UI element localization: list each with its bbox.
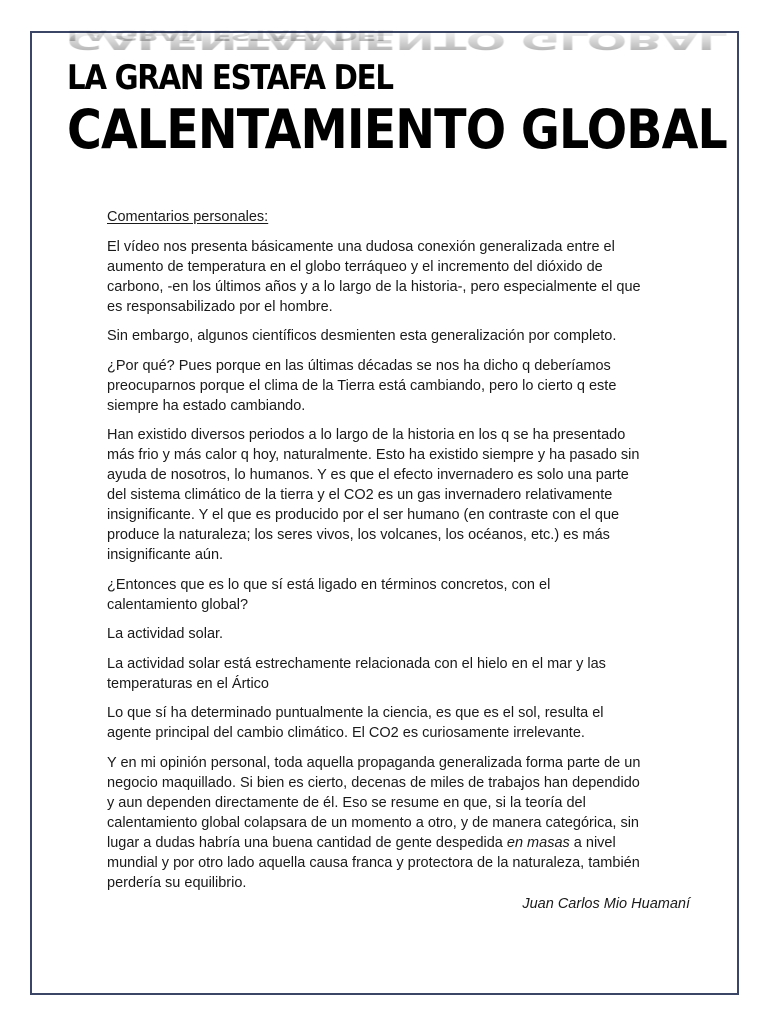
text-line: es responsabilizado por el hombre.: [107, 298, 333, 315]
author-signature: Juan Carlos Mio Huamaní: [522, 896, 690, 912]
text-line: perdería su equilibrio.: [107, 874, 247, 891]
paragraph-3: [107, 356, 667, 416]
text-line: calentamiento global colapsara de un momento a otro, y de manera categórica, sin: [107, 814, 639, 831]
text-line: Sin embargo, algunos científicos desmienten esta generalización por completo.: [107, 328, 617, 344]
text-line: ayuda de nosotros, lo humanos. Y es que el efecto invernadero es solo una parte: [107, 467, 629, 483]
paragraph-4: [107, 425, 667, 565]
paragraph-1: [107, 237, 667, 317]
title-line-1: [67, 60, 635, 96]
text-line: produce la naturaleza; los seres vivos, los volcanes, los océanos, etc.) es más: [107, 527, 610, 543]
paragraph-7: [107, 654, 667, 694]
text-line: La actividad solar.: [107, 626, 224, 642]
paragraph-2: [107, 326, 667, 346]
text-line: y aun dependen directamente de él. Eso se resume en que, si la teoría del: [107, 794, 586, 811]
document-title: [67, 58, 727, 161]
paragraph-9: [107, 753, 667, 893]
text-line: Lo que sí ha determinado puntualmente la ciencia, es que es el sol, resulta el: [107, 705, 604, 721]
text-line: La actividad solar está estrechamente relacionada con el hielo en el mar y las: [107, 655, 606, 672]
text-line: más frio y más calor q hoy, naturalmente. Esto ha existido siempre y ha pasado sin: [107, 447, 640, 463]
text-line: Y en mi opinión personal, toda aquella propaganda generalizada forma parte de un: [107, 754, 641, 771]
italic-emphasis: en masas: [506, 834, 570, 851]
text-line: insignificante aún.: [107, 547, 224, 563]
title-line-2-text: CALENTAMIENTO GLOBAL CALENTAMIENTO GLOBAL: [67, 102, 727, 158]
text-line: El vídeo nos presenta básicamente una dudosa conexión generalizada entre el: [107, 238, 615, 255]
text-line: ¿Entonces que es lo que sí está ligado en términos concretos, con el: [107, 576, 551, 593]
text-line: lugar a dudas habría una buena cantidad de gente despedida: [107, 834, 507, 851]
text-line: ¿Por qué? Pues porque en las últimas décadas se nos ha dicho q deberíamos: [107, 357, 611, 374]
paragraph-6: [107, 624, 667, 644]
text-line: insignificante. Y el que es producido por el ser humano (en contraste con el que: [107, 507, 620, 523]
text-line: a nivel: [569, 834, 616, 851]
text-line: del sistema climático de la tierra y el CO2 es un gas invernadero relativamente: [107, 487, 613, 503]
text-line: siempre ha estado cambiando.: [107, 397, 306, 414]
text-line: mundial y por otro lado aquella causa franca y protectora de la naturaleza, también: [107, 854, 640, 871]
text-line: calentamiento global?: [107, 596, 249, 613]
text-line: temperaturas en el Ártico: [107, 675, 269, 692]
document-body: [107, 207, 667, 902]
title-line-2: [67, 98, 727, 161]
title-line-1-text: LA GRAN ESTAFA DEL LA GRAN ESTAFA DEL: [67, 60, 393, 96]
text-line: agente principal del cambio climático. El CO2 es curiosamente irrelevante.: [107, 725, 585, 741]
text-line: preocuparnos porque el clima de la Tierra está cambiando, pero lo cierto q este: [107, 377, 617, 394]
text-line: negocio maquillado. Si bien es cierto, decenas de miles de trabajos han dependido: [107, 774, 640, 791]
text-line: aumento de temperatura en el globo terráqueo y el incremento del dióxido de: [107, 258, 603, 275]
paragraph-5: [107, 575, 667, 615]
text-line: Han existido diversos periodos a lo largo de la historia en los q se ha presentado: [107, 427, 626, 443]
text-line: carbono, -en los últimos años y a lo largo de la historia-, pero especialmente el que: [107, 278, 641, 295]
paragraph-8: [107, 703, 667, 743]
section-heading: Comentarios personales:: [107, 209, 269, 225]
